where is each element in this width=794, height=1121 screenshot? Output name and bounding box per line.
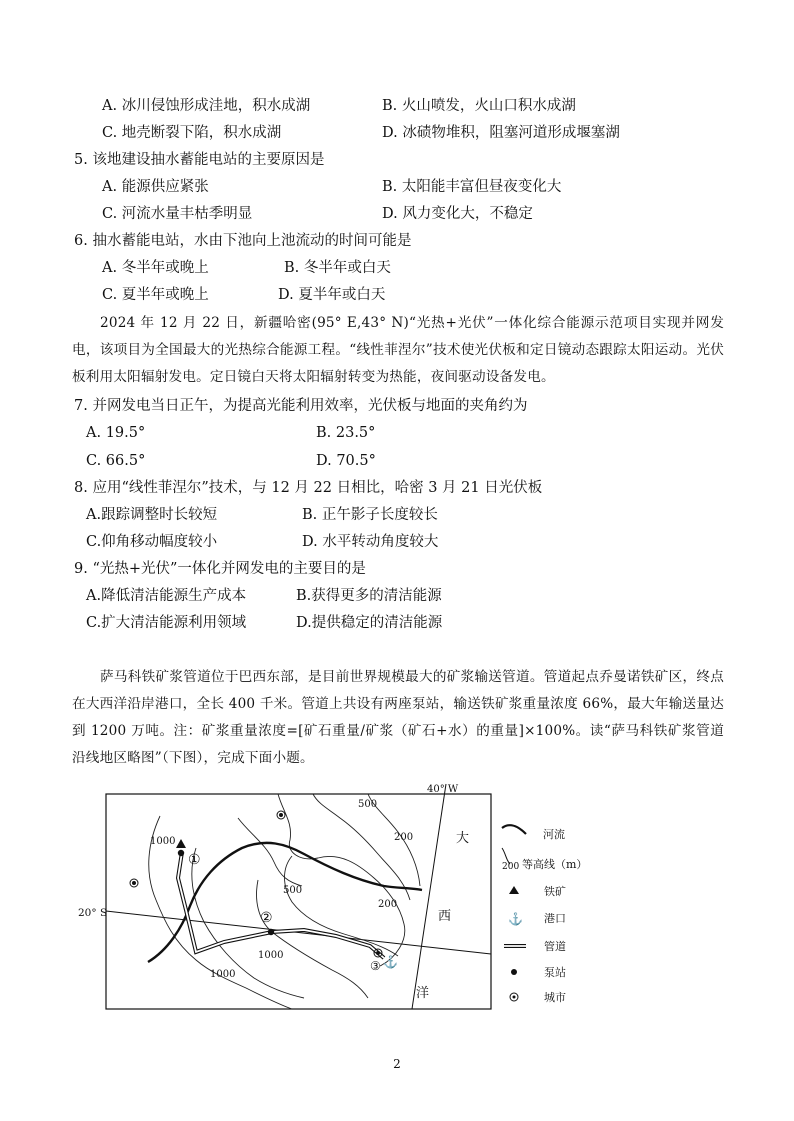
legend-pump: 泵站 (544, 966, 566, 979)
city-icon-center (377, 952, 380, 955)
q9-option-b: B.获得更多的清洁能源 (296, 588, 442, 604)
station-1-label: ① (188, 852, 201, 868)
map-legend (502, 825, 587, 1004)
legend-city-icon-center (513, 996, 516, 999)
q8-option-b: B. 正午影子长度较长 (302, 507, 438, 523)
legend-contour: 等高线（m） (522, 858, 588, 871)
legend-port-icon: ⚓ (508, 912, 523, 926)
city-icon-center (133, 882, 136, 885)
q9-option-c: C.扩大清洁能源利用领域 (86, 615, 247, 631)
q9-option-a: A.降低清洁能源生产成本 (86, 588, 247, 604)
contour-line (192, 848, 304, 998)
q9-option-d: D.提供稳定的清洁能源 (296, 615, 443, 631)
q5-option-b: B. 太阳能丰富但昼夜变化大 (382, 179, 562, 195)
legend-river-symbol (502, 825, 526, 834)
legend-pump-icon (511, 969, 517, 975)
contour-label: 200 (378, 899, 398, 910)
q5-option-a: A. 能源供应紧张 (102, 179, 209, 195)
port-icon: ⚓ (383, 955, 398, 969)
q6-option-b: B. 冬半年或白天 (284, 260, 391, 276)
contour-label: 1000 (150, 836, 176, 847)
legend-river: 河流 (543, 828, 565, 841)
q8-stem: 8. 应用“线性菲涅尔”技术，与 12 月 22 日相比，哈密 3 月 21 日光伏板 (74, 480, 543, 496)
pipeline (178, 852, 384, 958)
q9-stem: 9. “光热+光伏”一体化并网发电的主要目的是 (74, 561, 366, 577)
q6-stem: 6. 抽水蓄能电站，水由下池向上池流动的时间可能是 (74, 233, 412, 249)
map-frame (106, 794, 491, 1009)
contour-label: 200 (394, 832, 414, 843)
q6-option-a: A. 冬半年或晚上 (102, 260, 209, 276)
pipeline-map (78, 782, 598, 1014)
q8-option-a: A.跟踪调整时长较短 (86, 507, 218, 523)
q5-stem: 5. 该地建设抽水蓄能电站的主要原因是 (74, 152, 325, 168)
q4-option-d: D. 冰碛物堆积，阻塞河道形成堰塞湖 (382, 125, 620, 141)
q7-stem: 7. 并网发电当日正午，为提高光能利用效率，光伏板与地面的夹角约为 (74, 398, 528, 414)
iron-mine-icon (176, 839, 186, 848)
q8-option-d: D. 水平转动角度较大 (302, 534, 439, 550)
contour-label: 1000 (210, 969, 236, 980)
legend-contour-value: 200 (502, 862, 520, 872)
page-number: 2 (393, 1057, 401, 1071)
legend-port: 港口 (544, 912, 566, 925)
lon-label: 40° W (427, 784, 459, 795)
contour-label: 500 (358, 799, 378, 810)
station-2-label: ② (260, 910, 273, 926)
legend-pipeline: 管道 (544, 940, 566, 953)
city-icon-center (280, 814, 283, 817)
q7-option-b: B. 23.5° (316, 425, 376, 441)
contour-line (278, 794, 405, 966)
legend-iron: 铁矿 (544, 885, 566, 898)
q7-option-d: D. 70.5° (316, 453, 376, 469)
q4-option-a: A. 冰川侵蚀形成洼地，积水成湖 (102, 98, 311, 114)
q4-option-c: C. 地壳断裂下陷，积水成湖 (102, 125, 282, 141)
pump-station-dot (178, 850, 184, 856)
contour-label: 1000 (258, 950, 284, 961)
passage-samarco: 萨马科铁矿浆管道位于巴西东部，是目前世界规模最大的矿浆输送管道。管道起点乔曼诺铁矿区，终点在大西洋沿岸港口，全长 400 千米。管道上共设有两座泵站，输送铁矿浆重量浓度 66%，最大年输送量达到 1200 万吨。注：矿浆重量浓度=[矿石重量/矿浆（矿石+水）的重量]×100%。读“萨马科铁矿浆管道沿线地区略图”（下图），完成下面小题。 (72, 669, 724, 766)
legend-iron-icon (509, 886, 519, 894)
legend-city: 城市 (544, 991, 566, 1004)
station-3-label: ③ (370, 959, 381, 973)
ocean-label: 西 (438, 909, 452, 924)
q5-option-c: C. 河流水量丰枯季明显 (102, 206, 253, 222)
ocean-label: 大 (456, 831, 470, 846)
lat-label: 20° S (78, 907, 108, 919)
q7-option-c: C. 66.5° (86, 453, 146, 469)
pump-station-dot (268, 929, 274, 935)
q8-option-c: C.仰角移动幅度较小 (86, 534, 218, 550)
passage-hami: 2024 年 12 月 22 日，新疆哈密(95° E,43° N)“光热+光伏”一体化综合能源示范项目实现并网发电，该项目为全国最大的光热综合能源工程。“线性菲涅尔”技术使光伏板和定日镜动态跟踪太阳运动。光伏板利用太阳辐射发电。定日镜白天将太阳辐射转变为热能，夜间驱动设备发电。 (72, 315, 724, 385)
q5-option-d: D. 风力变化大，不稳定 (382, 206, 533, 222)
q6-option-c: C. 夏半年或晚上 (102, 287, 209, 303)
meridian-40w (412, 784, 446, 1009)
contour-label: 500 (283, 885, 303, 896)
q6-option-d: D. 夏半年或白天 (278, 287, 386, 303)
ocean-label: 洋 (416, 986, 430, 1001)
q7-option-a: A. 19.5° (86, 425, 146, 441)
q4-option-b: B. 火山喷发，火山口积水成湖 (382, 98, 576, 114)
